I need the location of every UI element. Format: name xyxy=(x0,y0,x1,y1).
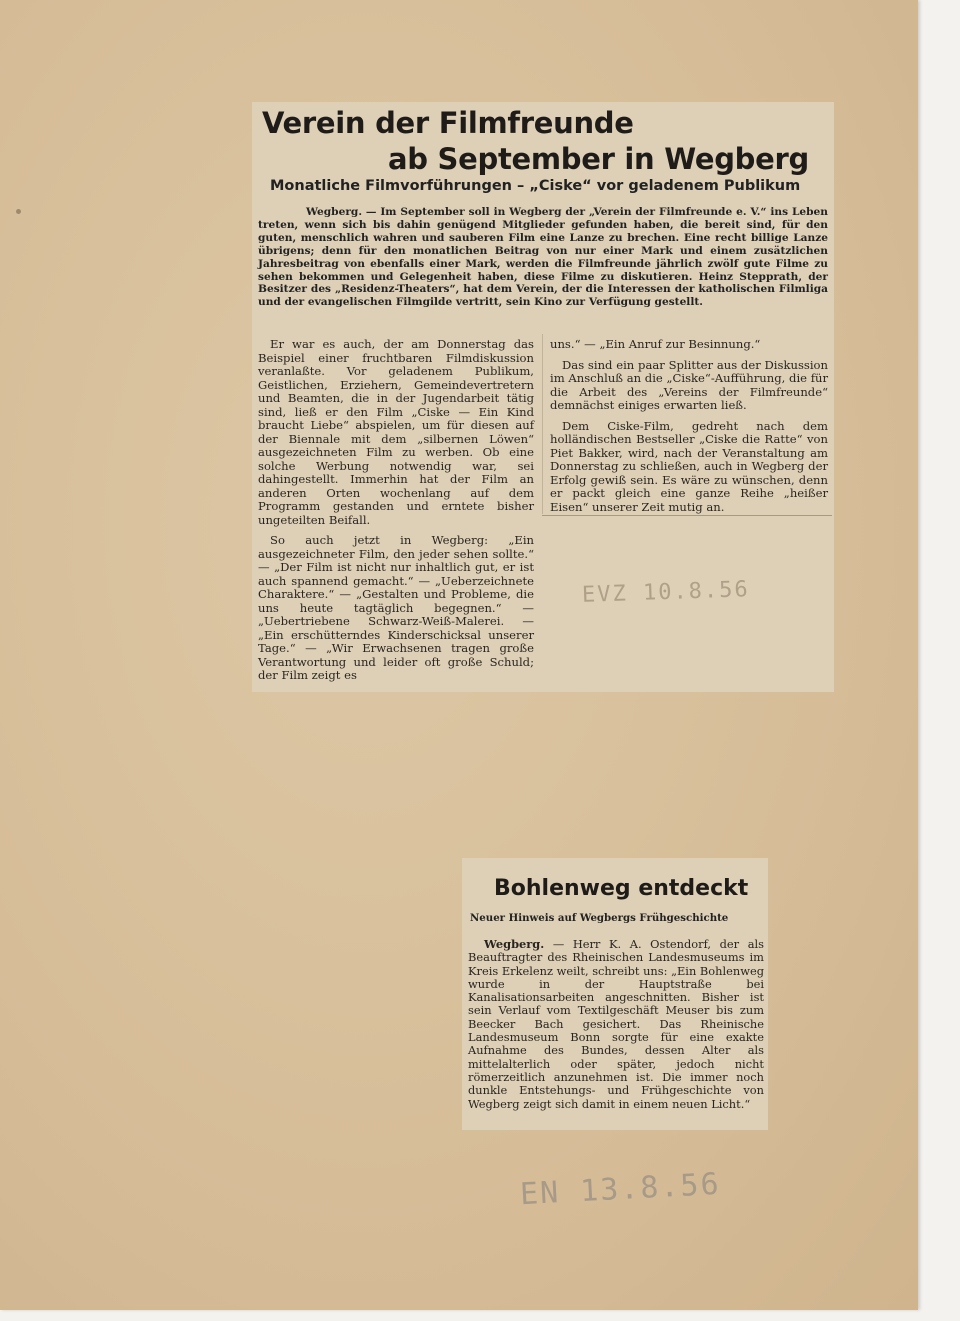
subheadline: Neuer Hinweis auf Wegbergs Frühgeschichte xyxy=(470,912,729,924)
column-divider xyxy=(542,334,543,514)
subheadline: Monatliche Filmvorführungen – „Ciske“ vor geladenem Publikum xyxy=(270,178,801,194)
dateline: Wegberg. xyxy=(484,937,545,951)
paragraph: Er war es auch, der am Donnerstag das Beispiel einer fruchtbaren Filmdiskussion veranlaßte. Vor geladenem Publikum, Geistlichen, Erziehern, Gemeindevertretern und Beamten, die in der Jugendarbeit tätig sind, ließ er den Film „Ciske — Ein Kind braucht Liebe“ abspielen, um für diesen auf der Biennale mit dem „silbernen Löwen“ ausgezeichneten Film zu werben. Ob eine solche Werbung notwendig war, sei dahingestellt. Immerhin hat der Film an anderen Orten wochenlang auf dem Programm gestanden und erntete bisher ungeteilten Beifall. xyxy=(258,337,534,527)
paragraph: So auch jetzt in Wegberg: „Ein ausgezeichneter Film, den jeder sehen sollte.“ — „Der Film ist nicht nur inhaltlich gut, er ist auch spannend gemacht.“ — „Ueberzeichnete Charaktere.“ — „Gestalten und Probleme, die uns heute tagtäglich begegnen.“ — „Uebertriebene Schwarz-Weiß-Malerei. — „Ein erschütterndes Kinderschicksal unserer Tage.“ — „Wir Erwachsenen tragen große Verantwortung und leider oft große Schuld; der Film zeigt es xyxy=(258,533,534,682)
article-body xyxy=(468,938,764,1111)
headline: Bohlenweg entdeckt xyxy=(494,876,749,901)
headline-line-1: Verein der Filmfreunde xyxy=(262,106,634,140)
right-column xyxy=(550,338,828,521)
handwritten-source-note-1: EVZ 10.8.56 xyxy=(581,577,751,608)
paragraph: Das sind ein paar Splitter aus der Diskussion im Anschluß an die „Ciske“-Aufführung, die für die Arbeit des „Vereins der Filmfreunde“ demnächst einiges erwarten ließ. xyxy=(550,357,829,412)
paragraph: uns.“ — „Ein Anruf zur Besinnung.“ xyxy=(550,337,761,351)
newspaper-clipping-bohlenweg xyxy=(462,858,768,1130)
newspaper-clipping-filmfreunde xyxy=(252,102,834,692)
article-text: — Herr K. A. Ostendorf, der als Beauftragter des Rheinischen Landesmuseums im Kreis Erkelenz weilt, schreibt uns: „Ein Bohlenweg wurde in der Hauptstraße bei Kanalisationsarbeiten angeschnitten. Bisher ist sein Verlauf vom Textilgeschäft Meuser bis zum Beecker Bach gesichert. Das Rheinische Landesmuseum Bonn sorgte für eine exakte Aufnahme des Bundes, dessen Alter als mittelalterlich oder später, jedoch nicht römerzeitlich anzunehmen ist. Die immer noch dunkle Entstehungs- und Frühgeschichte von Wegberg zeigt sich damit in einem neuen Licht.“ xyxy=(468,937,764,1111)
headline-line-2: ab September in Wegberg xyxy=(388,142,809,176)
punch-hole xyxy=(16,209,21,214)
paragraph: Dem Ciske-Film, gedreht nach dem holländischen Bestseller „Ciske die Ratte“ von Piet Bakker, wird, nach der Veranstaltung am Donnerstag zu schließen, auch in Wegberg der Erfolg gewiß sein. Es wäre zu wünschen, denn er packt gleich eine ganze Reihe „heißer Eisen“ unserer Zeit mutig an. xyxy=(550,418,828,514)
lead-paragraph: Wegberg. — Im September soll in Wegberg der „Verein der Filmfreunde e. V.“ ins Leben treten, wenn sich bis dahin genügend Mitglieder gefunden haben, die bereit sind, für den guten, menschlich wahren und sauberen Film eine Lanze zu brechen. Eine recht billige Lanze übrigens; denn für den monatlichen Beitrag von nur einer Mark und einem zusätzlichen Jahresbeitrag von ebenfalls einer Mark, werden die Filmfreunde jährlich zwölf gute Filme zu sehen bekommen und Gelegenheit haben, diese Filme zu diskutieren. Heinz Stepprath, der Besitzer des „Residenz-Theaters“, hat dem Verein, der die Interessen der katholischen Filmliga und der evangelischen Filmgilde vertritt, sein Kino zur Verfügung gestellt. xyxy=(258,206,828,309)
left-column xyxy=(258,338,534,690)
handwritten-source-note-2: EN 13.8.56 xyxy=(519,1166,722,1213)
